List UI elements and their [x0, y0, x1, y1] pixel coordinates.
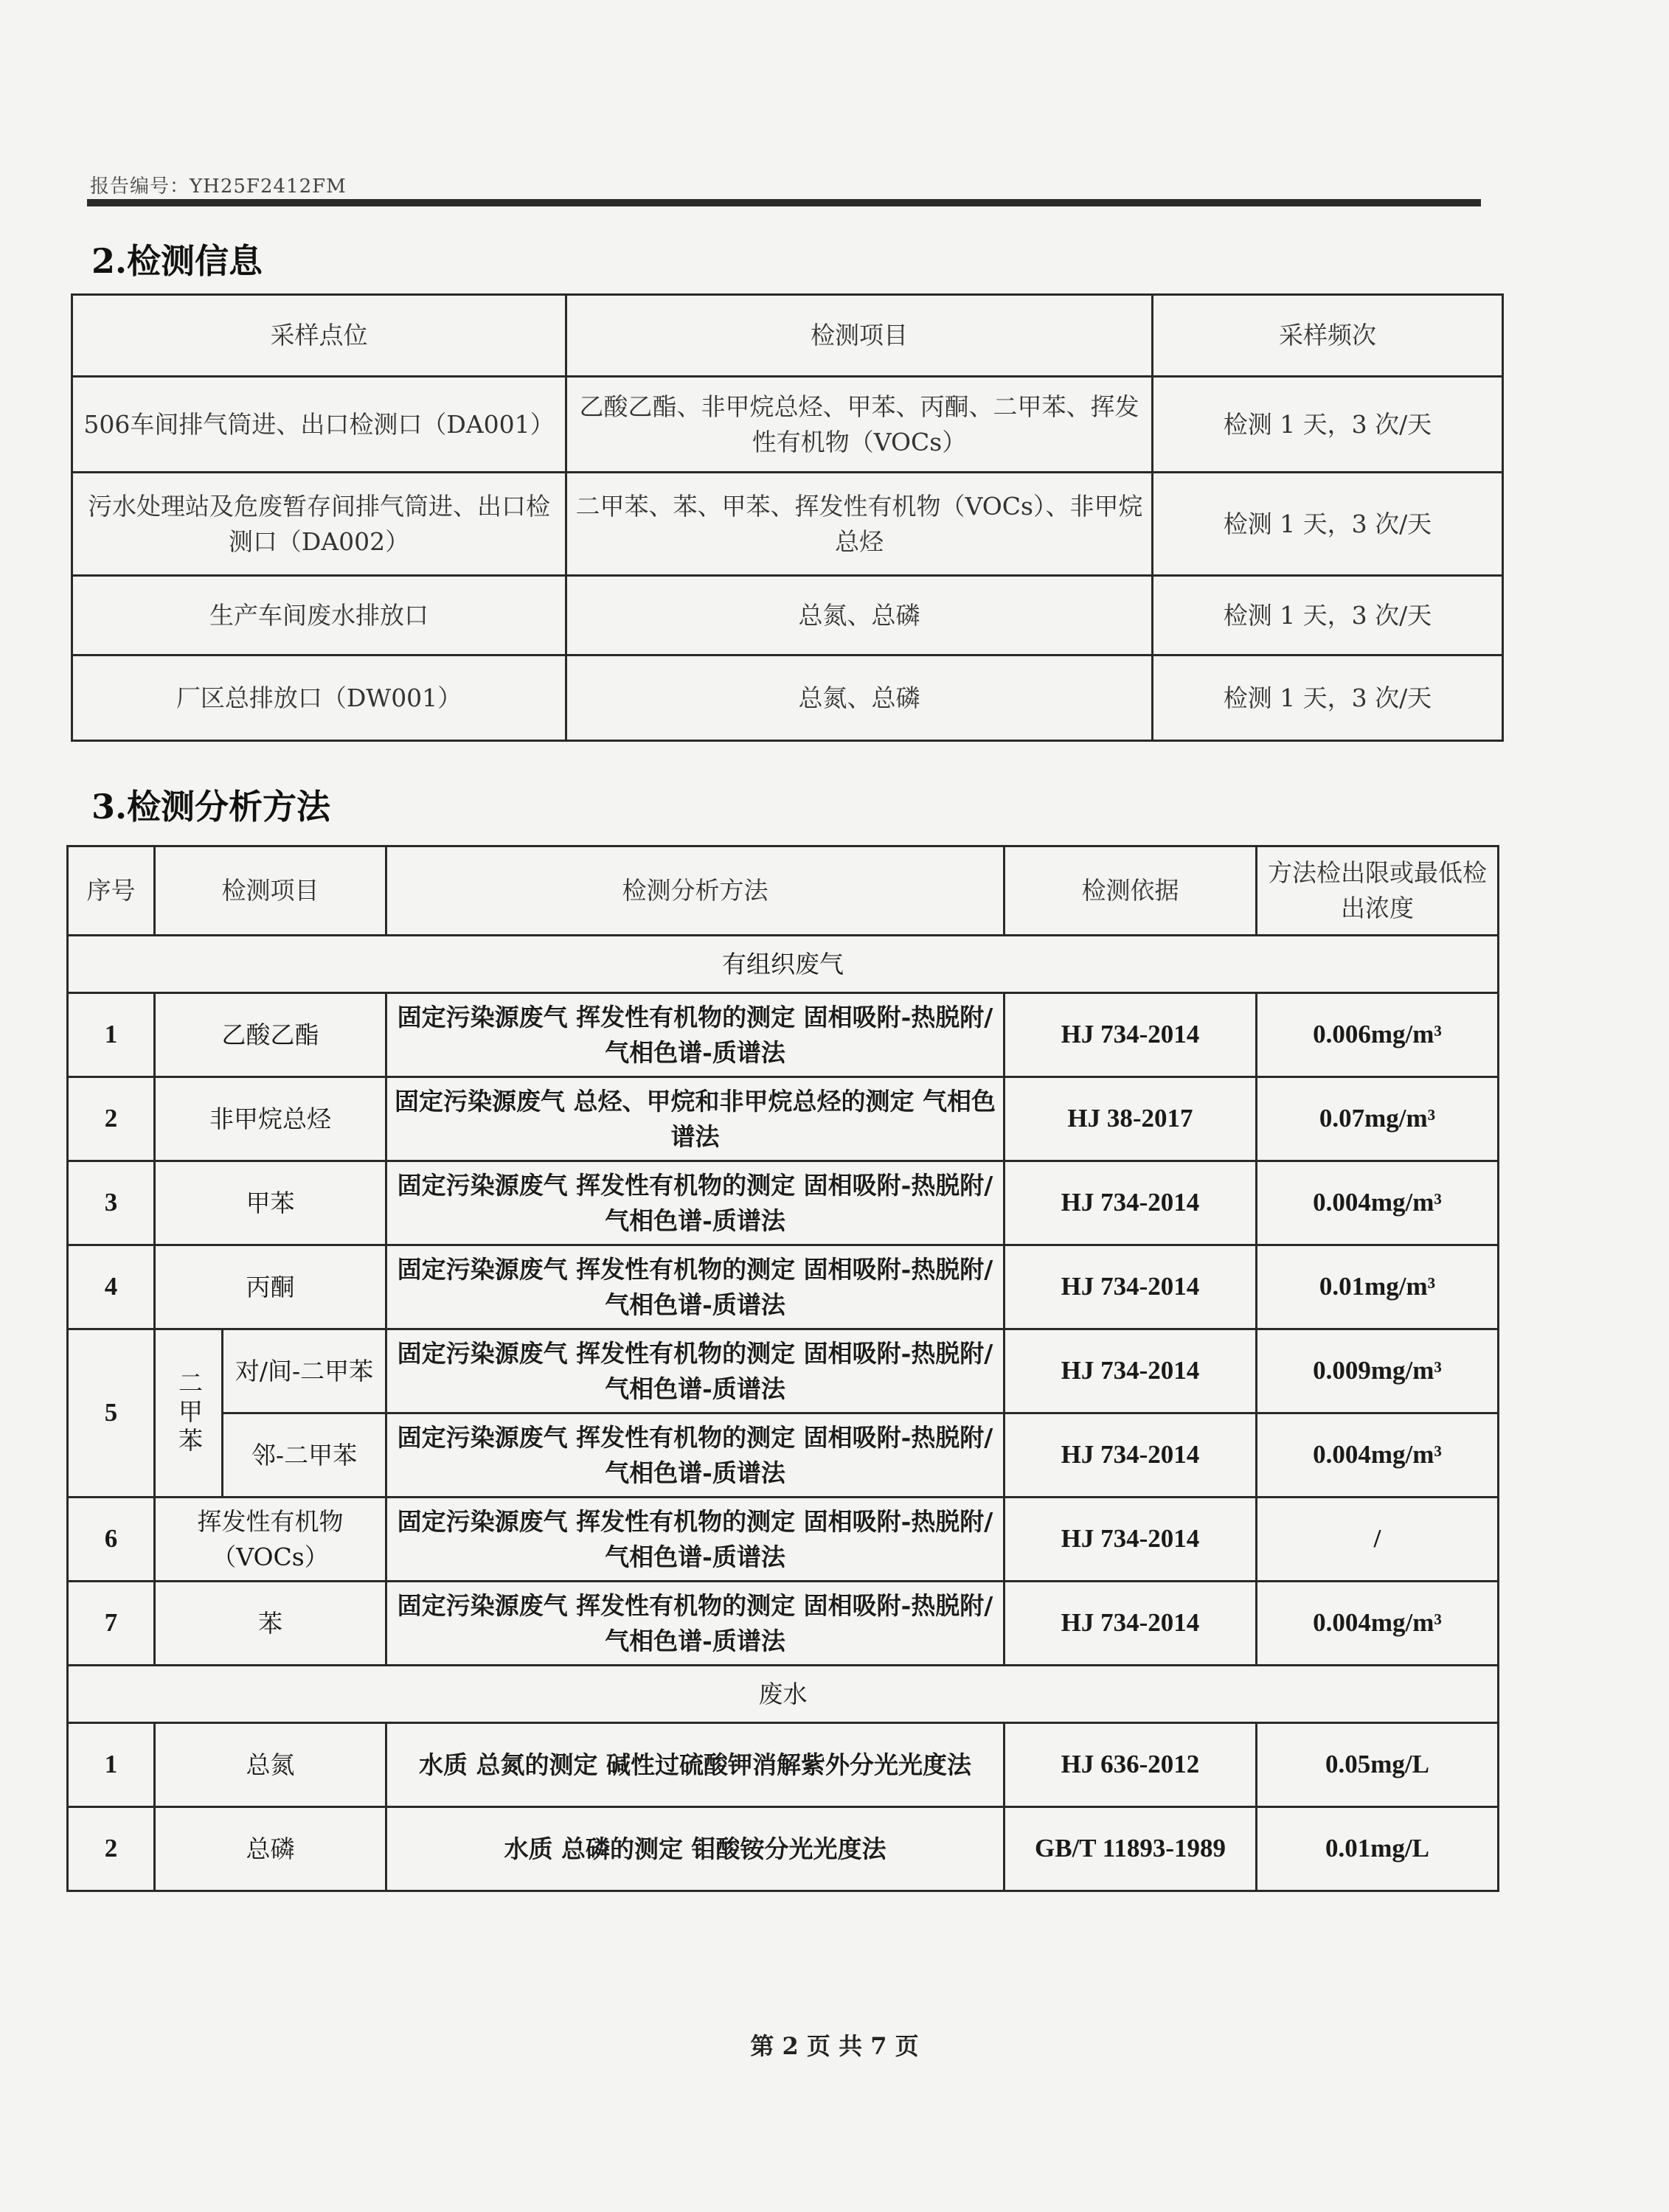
col-method: 检测分析方法 — [386, 846, 1004, 936]
category-row — [68, 936, 1499, 993]
basis: HJ 38-2017 — [1004, 1077, 1257, 1161]
col-test-items: 检测项目 — [566, 295, 1153, 377]
item-name: 总氮 — [155, 1723, 386, 1807]
category-gas: 有组织废气 — [68, 936, 1499, 993]
method: 固定污染源废气 总烃、甲烷和非甲烷总烃的测定 气相色谱法 — [386, 1077, 1004, 1161]
table-row — [68, 1161, 1499, 1245]
item-name: 苯 — [155, 1582, 386, 1666]
col-limit: 方法检出限或最低检出浓度 — [1257, 846, 1499, 936]
method: 固定污染源废气 挥发性有机物的测定 固相吸附-热脱附/气相色谱-质谱法 — [386, 1413, 1004, 1498]
table-row — [68, 1807, 1499, 1891]
limit: 0.07mg/m³ — [1257, 1077, 1499, 1161]
detection-info-table — [71, 293, 1504, 742]
col-frequency: 采样频次 — [1153, 295, 1503, 377]
basis: GB/T 11893-1989 — [1004, 1807, 1257, 1891]
method: 水质 总磷的测定 钼酸铵分光光度法 — [386, 1807, 1004, 1891]
row-no: 5 — [68, 1329, 155, 1498]
table-row — [72, 576, 1503, 655]
limit: 0.006mg/m³ — [1257, 993, 1499, 1077]
table-row — [72, 377, 1503, 473]
row-no: 6 — [68, 1498, 155, 1582]
item-name: 总磷 — [155, 1807, 386, 1891]
method: 固定污染源废气 挥发性有机物的测定 固相吸附-热脱附/气相色谱-质谱法 — [386, 1329, 1004, 1413]
page-number: 第 2 页 共 7 页 — [750, 2032, 919, 2060]
table-row — [68, 1582, 1499, 1666]
header-rule — [87, 199, 1481, 206]
limit: 0.05mg/L — [1257, 1723, 1499, 1807]
basis: HJ 734-2014 — [1004, 1161, 1257, 1245]
col-no: 序号 — [68, 846, 155, 936]
section-2-title: 2.检测信息 — [91, 241, 263, 281]
limit: 0.01mg/m³ — [1257, 1245, 1499, 1329]
limit: 0.01mg/L — [1257, 1807, 1499, 1891]
category-water: 废水 — [68, 1666, 1499, 1723]
col-item: 检测项目 — [155, 846, 386, 936]
sampling-point: 污水处理站及危废暂存间排气筒进、出口检测口（DA002） — [72, 473, 566, 576]
basis: HJ 734-2014 — [1004, 1413, 1257, 1498]
xylene-group-label: 二甲苯 — [155, 1329, 223, 1498]
table-row — [68, 1498, 1499, 1582]
table-row — [68, 993, 1499, 1077]
table-row — [68, 1329, 1499, 1413]
table-row — [68, 1245, 1499, 1329]
method: 水质 总氮的测定 碱性过硫酸钾消解紫外分光光度法 — [386, 1723, 1004, 1807]
row-no: 1 — [68, 993, 155, 1077]
basis: HJ 734-2014 — [1004, 993, 1257, 1077]
col-basis: 检测依据 — [1004, 846, 1257, 936]
row-no: 3 — [68, 1161, 155, 1245]
test-items: 总氮、总磷 — [566, 576, 1153, 655]
item-name: 甲苯 — [155, 1161, 386, 1245]
limit: 0.004mg/m³ — [1257, 1413, 1499, 1498]
col-sampling-point: 采样点位 — [72, 295, 566, 377]
table-row — [68, 1077, 1499, 1161]
item-name: 邻-二甲苯 — [223, 1413, 386, 1498]
report-number: 报告编号：YH25F2412FM — [90, 175, 347, 198]
method: 固定污染源废气 挥发性有机物的测定 固相吸附-热脱附/气相色谱-质谱法 — [386, 993, 1004, 1077]
table-row — [72, 655, 1503, 741]
test-items: 乙酸乙酯、非甲烷总烃、甲苯、丙酮、二甲苯、挥发性有机物（VOCs） — [566, 377, 1153, 473]
limit: 0.009mg/m³ — [1257, 1329, 1499, 1413]
test-items: 总氮、总磷 — [566, 655, 1153, 741]
analysis-methods-table — [66, 845, 1499, 1892]
item-name: 丙酮 — [155, 1245, 386, 1329]
frequency: 检测 1 天，3 次/天 — [1153, 377, 1503, 473]
basis: HJ 734-2014 — [1004, 1582, 1257, 1666]
limit: 0.004mg/m³ — [1257, 1582, 1499, 1666]
frequency: 检测 1 天，3 次/天 — [1153, 576, 1503, 655]
item-name: 乙酸乙酯 — [155, 993, 386, 1077]
basis: HJ 734-2014 — [1004, 1329, 1257, 1413]
basis: HJ 636-2012 — [1004, 1723, 1257, 1807]
table-row — [68, 1413, 1499, 1498]
row-no: 4 — [68, 1245, 155, 1329]
method: 固定污染源废气 挥发性有机物的测定 固相吸附-热脱附/气相色谱-质谱法 — [386, 1245, 1004, 1329]
sampling-point: 厂区总排放口（DW001） — [72, 655, 566, 741]
sampling-point: 506车间排气筒进、出口检测口（DA001） — [72, 377, 566, 473]
table-row — [72, 473, 1503, 576]
sampling-point: 生产车间废水排放口 — [72, 576, 566, 655]
method: 固定污染源废气 挥发性有机物的测定 固相吸附-热脱附/气相色谱-质谱法 — [386, 1498, 1004, 1582]
category-row — [68, 1666, 1499, 1723]
limit: 0.004mg/m³ — [1257, 1161, 1499, 1245]
row-no: 7 — [68, 1582, 155, 1666]
limit: / — [1257, 1498, 1499, 1582]
row-no: 2 — [68, 1807, 155, 1891]
row-no: 2 — [68, 1077, 155, 1161]
item-name: 对/间-二甲苯 — [223, 1329, 386, 1413]
section-3-title: 3.检测分析方法 — [91, 787, 331, 827]
method: 固定污染源废气 挥发性有机物的测定 固相吸附-热脱附/气相色谱-质谱法 — [386, 1582, 1004, 1666]
table-header-row — [72, 295, 1503, 377]
table-row — [68, 1723, 1499, 1807]
basis: HJ 734-2014 — [1004, 1498, 1257, 1582]
basis: HJ 734-2014 — [1004, 1245, 1257, 1329]
row-no: 1 — [68, 1723, 155, 1807]
method: 固定污染源废气 挥发性有机物的测定 固相吸附-热脱附/气相色谱-质谱法 — [386, 1161, 1004, 1245]
frequency: 检测 1 天，3 次/天 — [1153, 655, 1503, 741]
table-header-row — [68, 846, 1499, 936]
test-items: 二甲苯、苯、甲苯、挥发性有机物（VOCs）、非甲烷总烃 — [566, 473, 1153, 576]
item-name: 非甲烷总烃 — [155, 1077, 386, 1161]
frequency: 检测 1 天，3 次/天 — [1153, 473, 1503, 576]
item-name: 挥发性有机物（VOCs） — [155, 1498, 386, 1582]
